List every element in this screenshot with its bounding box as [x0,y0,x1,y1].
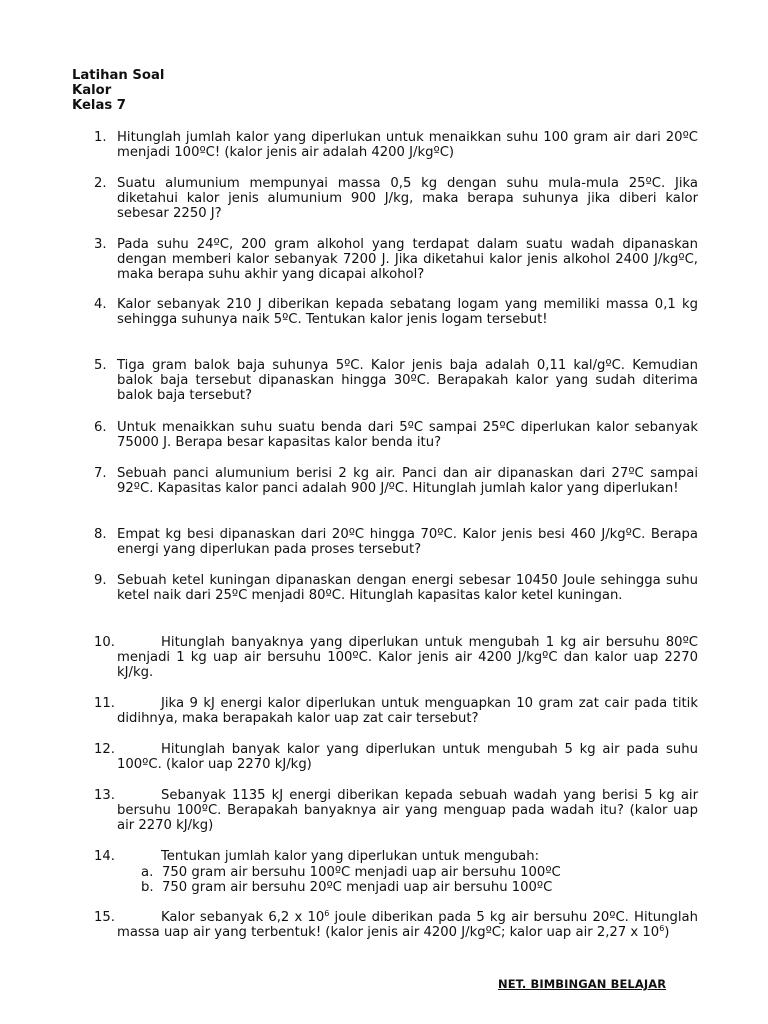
header-topic: Kalor [72,83,112,98]
question-text: Hitunglah jumlah kalor yang diperlukan untuk menaikkan suhu 100 gram air dari 20ºC menjadi 100ºC! (kalor jenis air adalah 4200 J/kgºC) [117,130,698,161]
question-text: Jika 9 kJ energi kalor diperlukan untuk menguapkan 10 gram zat cair pada titik didihnya, maka berapakah kalor uap zat cair tersebut? [117,696,698,727]
footer-brand: NET. BIMBINGAN BELAJAR [498,977,667,991]
option-label: b. [141,880,154,895]
exponent: 6 [659,924,665,934]
question-text: Sebanyak 1135 kJ energi diberikan kepada sebuah wadah yang berisi 5 kg air bersuhu 100ºC. Berapakah banyaknya air yang menguap pada wadah itu? (kalor uap air 2270 kJ/kg) [117,788,698,834]
question-text-part: joule diberikan pada 5 kg air bersuhu 20ºC. Hitunglah massa uap air yang terbentuk! (kalor jenis air 4200 J/kgºC; kalor uap air 2,27 x 10 [117,910,698,941]
question-number: 9. [94,573,107,588]
question-number: 10. [94,635,115,650]
question-text: Sebuah ketel kuningan dipanaskan dengan energi sebesar 10450 Joule sehingga suhu ketel naik dari 25ºC menjadi 80ºC. Hitunglah kapasitas kalor ketel kuningan. [117,573,698,604]
option-label: a. [141,865,154,880]
question-text: Tentukan jumlah kalor yang diperlukan untuk mengubah: [161,849,540,864]
question-number: 11. [94,696,115,711]
question-text: Sebuah panci alumunium berisi 2 kg air. Panci dan air dipanaskan dari 27ºC sampai 92ºC. Kapasitas kalor panci adalah 900 J/ºC. Hitunglah jumlah kalor yang diperlukan! [117,466,698,497]
question-text: Pada suhu 24ºC, 200 gram alkohol yang terdapat dalam suatu wadah dipanaskan dengan memberi kalor sebanyak 7200 J. Jika diketahui kalor jenis alkohol 2400 J/kgºC, maka berapa suhu akhir yang dicapai alkohol? [117,237,698,283]
question-text: Suatu alumunium mempunyai massa 0,5 kg dengan suhu mula-mula 25ºC. Jika diketahui kalor jenis alumunium 900 J/kg, maka berapa suhunya jika diberi kalor sebesar 2250 J? [117,176,698,222]
header-title: Latihan Soal [72,68,165,83]
header-class: Kelas 7 [72,98,126,113]
question-number: 12. [94,742,115,757]
question-number: 7. [94,466,107,481]
question-number: 13. [94,788,115,803]
question-number: 3. [94,237,107,252]
option-text: 750 gram air bersuhu 100ºC menjadi uap air bersuhu 100ºC [162,865,561,880]
question-number: 15. [94,910,115,925]
question-number: 2. [94,176,107,191]
question-number: 4. [94,297,107,312]
question-text: Hitunglah banyak kalor yang diperlukan untuk mengubah 5 kg air pada suhu 100ºC. (kalor uap 2270 kJ/kg) [117,742,698,773]
question-text: Untuk menaikkan suhu suatu benda dari 5ºC sampai 25ºC diperlukan kalor sebanyak 75000 J. Berapa besar kapasitas kalor benda itu? [117,420,698,451]
question-number: 5. [94,358,107,373]
exponent: 6 [324,909,330,918]
question-number: 8. [94,527,107,542]
question-text [117,910,698,940]
question-text: Empat kg besi dipanaskan dari 20ºC hingga 70ºC. Kalor jenis besi 460 J/kgºC. Berapa energi yang diperlukan pada proses tersebut? [117,527,698,558]
question-number: 14. [94,849,115,864]
question-text-part: ) [664,925,670,941]
question-number: 6. [94,420,107,435]
question-number: 1. [94,130,107,145]
option-text: 750 gram air bersuhu 20ºC menjadi uap air bersuhu 100ºC [162,880,553,895]
question-text: Tiga gram balok baja suhunya 5ºC. Kalor jenis baja adalah 0,11 kal/gºC. Kemudian balok baja tersebut dipanaskan hingga 30ºC. Berapakah kalor yang sudah diterima balok baja tersebut? [117,358,698,404]
question-text-part: Kalor sebanyak 6,2 x 10 [161,910,325,925]
question-text: Kalor sebanyak 210 J diberikan kepada sebatang logam yang memiliki massa 0,1 kg sehingga suhunya naik 5ºC. Tentukan kalor jenis logam tersebut! [117,297,698,328]
question-text: Hitunglah banyaknya yang diperlukan untuk mengubah 1 kg air bersuhu 80ºC menjadi 1 kg uap air bersuhu 100ºC. Kalor jenis air 4200 J/kgºC dan kalor uap 2270 kJ/kg. [117,635,698,681]
document-header [72,68,164,113]
